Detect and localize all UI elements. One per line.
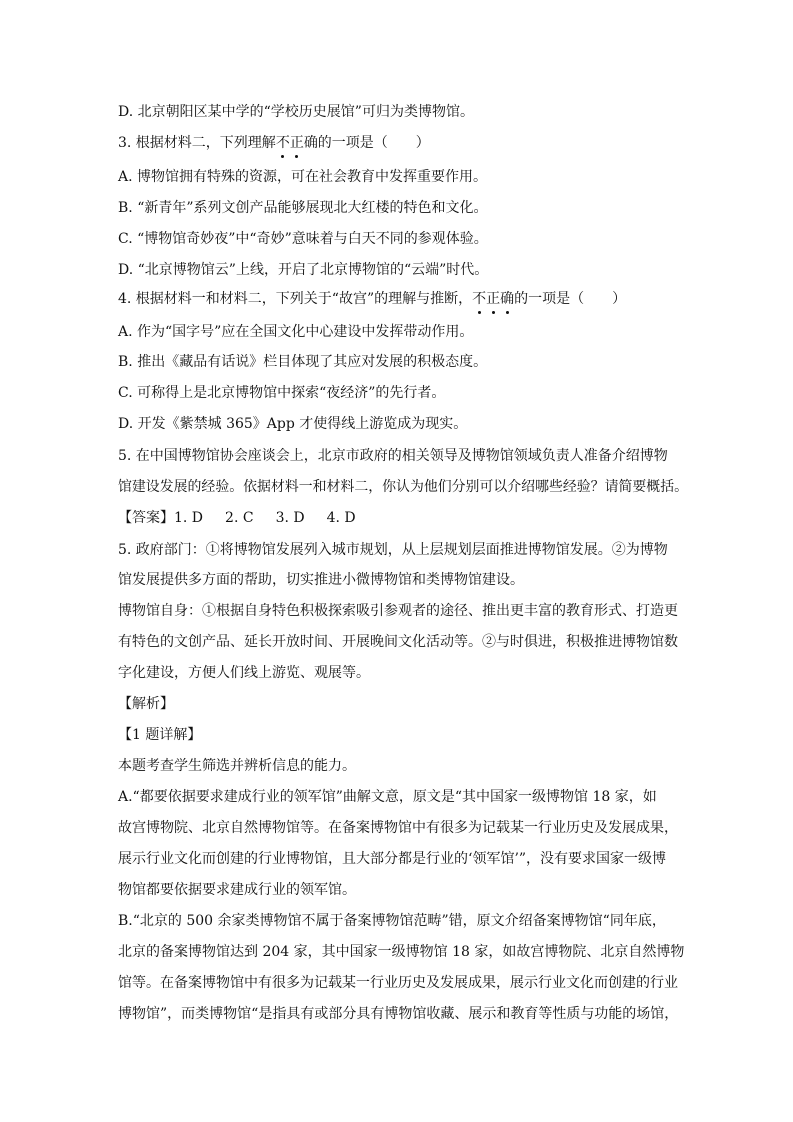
q4-emphasis-char: 不 bbox=[472, 291, 487, 307]
answer-item: 4. D bbox=[326, 510, 356, 526]
q3-stem bbox=[118, 133, 688, 153]
answer5-line: 馆发展提供多方面的帮助，切实推进小微博物馆和类博物馆建设。 bbox=[118, 572, 524, 588]
q3-stem-end: 确的一项是（ ） bbox=[303, 135, 430, 151]
analysis-line: 展示行业文化而创建的行业博物馆，且大部分都是行业的‘领军馆’”，没有要求国家一级博 bbox=[118, 851, 667, 867]
analysis-line: 馆等。在备案博物馆中有很多为记载某一行业历史及发展成果，展示行业文化而创建的行业 bbox=[118, 975, 678, 991]
analysis-line: A.“都要依据要求建成行业的领军馆”曲解文意，原文是“其中国家一级博物馆 18 家，如 bbox=[118, 789, 657, 805]
answer5-line: 有特色的文创产品、延长开放时间、开展晚间文化活动等。②与时俱进，积极推进博物馆数 bbox=[118, 634, 678, 650]
q3-option-a: A. 博物馆拥有特殊的资源，可在社会教育中发挥重要作用。 bbox=[118, 169, 488, 185]
analysis-sub-label: 【1 题详解】 bbox=[118, 727, 202, 743]
analysis-line: 故宫博物院、北京自然博物馆等。在备案博物馆中有很多为记载某一行业历史及发展成果， bbox=[118, 820, 678, 836]
answer-item: 1. D bbox=[174, 510, 204, 526]
q3-emphasis-char: 不 bbox=[275, 135, 290, 151]
analysis-intro: 本题考查学生筛选并辨析信息的能力。 bbox=[118, 758, 356, 774]
q4-stem-start: 4. 根据材料一和材料二，下列关于“故宫”的理解与推断， bbox=[118, 291, 473, 307]
q5-stem-line: 馆建设发展的经验。依据材料一和材料二，你认为他们分别可以介绍哪些经验？请简要概括。 bbox=[118, 479, 688, 495]
q5-stem-line: 5. 在中国博物馆协会座谈会上，北京市政府的相关领导及博物馆领域负责人准备介绍博物 bbox=[118, 448, 668, 464]
answer-label: 【答案】 bbox=[118, 510, 174, 526]
q3-option-c: C. “博物馆奇妙夜”中“奇妙”意味着与白天不同的参观体验。 bbox=[118, 231, 488, 247]
q2-option-d: D. 北京朝阳区某中学的“学校历史展馆”可归为类博物馆。 bbox=[118, 104, 474, 120]
q3-emphasis-char: 正 bbox=[289, 135, 304, 151]
answer5-line: 5. 政府部门：①将博物馆发展列入城市规划，从上层规划层面推进博物馆发展。②为博物 bbox=[118, 542, 668, 558]
answer5-line: 博物馆自身：①根据自身特色积极探索吸引参观者的途径、推出更丰富的教育形式、打造更 bbox=[118, 603, 678, 619]
q4-option-a: A. 作为“国字号”应在全国文化中心建设中发挥带动作用。 bbox=[118, 324, 474, 340]
q4-option-d: D. 开发《紫禁城 365》App 才使得线上游览成为现实。 bbox=[118, 416, 468, 432]
answer-row bbox=[118, 508, 688, 528]
q4-option-b: B. 推出《藏品有话说》栏目体现了其应对发展的积极态度。 bbox=[118, 354, 488, 370]
analysis-label: 【解析】 bbox=[118, 696, 174, 712]
q4-emphasis-char: 确 bbox=[500, 291, 515, 307]
q3-stem-start: 3. 根据材料二，下列理解 bbox=[118, 135, 276, 151]
q4-stem bbox=[118, 289, 688, 309]
answer-item: 3. D bbox=[275, 510, 305, 526]
q4-stem-end: 的一项是（ ） bbox=[514, 291, 627, 307]
analysis-line: 物馆都要依据要求建成行业的领军馆。 bbox=[118, 882, 356, 898]
q4-emphasis-char: 正 bbox=[486, 291, 501, 307]
answer-item: 2. C bbox=[225, 510, 254, 526]
q4-option-c: C. 可称得上是北京博物馆中探索“夜经济”的先行者。 bbox=[118, 385, 446, 401]
answer5-line: 字化建设，方便人们线上游览、观展等。 bbox=[118, 665, 370, 681]
analysis-line: B.“北京的 500 余家类博物馆不属于备案博物馆范畴”错，原文介绍备案博物馆“同年底， bbox=[118, 913, 666, 929]
analysis-line: 博物馆”，而类博物馆“是指具有或部分具有博物馆收藏、展示和教育等性质与功能的场馆， bbox=[118, 1006, 679, 1022]
q3-option-b: B. “新青年”系列文创产品能够展现北大红楼的特色和文化。 bbox=[118, 200, 488, 216]
q3-option-d: D. “北京博物馆云”上线，开启了北京博物馆的“云端”时代。 bbox=[118, 262, 489, 278]
analysis-line: 北京的备案博物馆达到 204 家，其中国家一级博物馆 18 家，如故宫博物院、北京自然博物 bbox=[118, 944, 685, 960]
